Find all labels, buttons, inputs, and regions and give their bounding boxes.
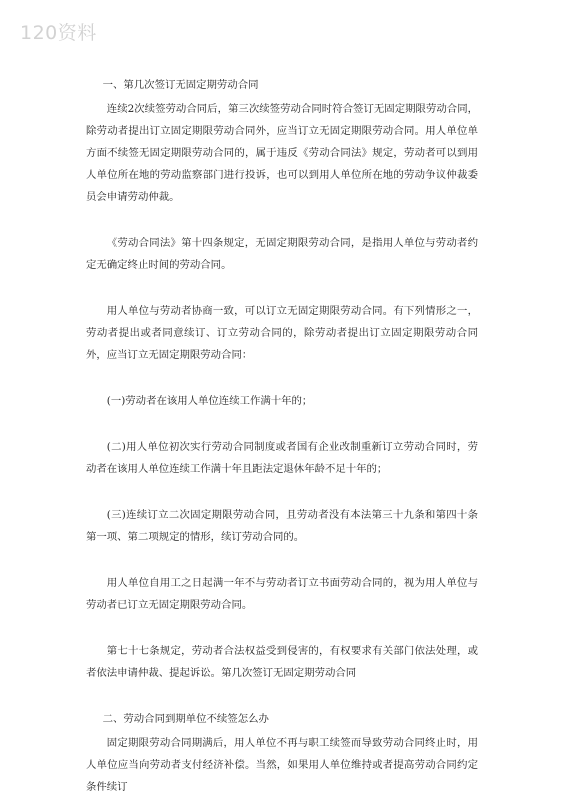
list-item: (二)用人单位初次实行劳动合同制度或者国有企业改制重新订立劳动合同时，劳动者在该用人单位连续工作满十年且距法定退休年龄不足十年的； xyxy=(86,441,478,475)
list-item: (三)连续订立二次固定期限劳动合同，且劳动者没有本法第三十九条和第四十条第一项、第二项规定的情形，续订劳动合同的。 xyxy=(86,509,478,543)
paragraph: 第七十七条规定，劳动者合法权益受到侵害的，有权要求有关部门依法处理，或者依法申请仲裁、提起诉讼。第几次签订无固定期劳动合同 xyxy=(86,645,478,679)
paragraph: 连续2次续签劳动合同后，第三次续签劳动合同时符合签订无固定期限劳动合同，除劳动者提出订立固定期限劳动合同外，应当订立无固定期限劳动合同。用人单位单方面不续签无固定期限劳动合同的，属于违反《劳动合同法》规定，劳动者可以到用人单位所在地的劳动监察部门进行投诉，也可以到用人单位所在地的劳动争议仲裁委员会申请劳动仲裁。 xyxy=(86,103,478,203)
list-item: (一)劳动者在该用人单位连续工作满十年的； xyxy=(106,395,313,407)
section-heading-1: 一、第几次签订无固定期劳动合同 xyxy=(102,79,259,91)
section-heading-2: 二、劳动合同到期单位不续签怎么办 xyxy=(102,713,269,725)
paragraph: 用人单位自用工之日起满一年不与劳动者订立书面劳动合同的，视为用人单位与劳动者已订立无固定期限劳动合同。 xyxy=(86,577,478,611)
watermark-logo: 120资料 xyxy=(20,22,97,44)
paragraph: 用人单位与劳动者协商一致，可以订立无固定期限劳动合同。有下列情形之一，劳动者提出或者同意续订、订立劳动合同的，除劳动者提出订立固定期限劳动合同外，应当订立无固定期限劳动合同： xyxy=(86,305,478,361)
document-body xyxy=(86,74,478,798)
paragraph: 固定期限劳动合同期满后，用人单位不再与职工续签而导致劳动合同终止时，用人单位应当向劳动者支付经济补偿。当然，如果用人单位维持或者提高劳动合同约定条件续订 xyxy=(86,737,478,793)
paragraph: 《劳动合同法》第十四条规定，无固定期限劳动合同，是指用人单位与劳动者约定无确定终止时间的劳动合同。 xyxy=(86,237,478,271)
